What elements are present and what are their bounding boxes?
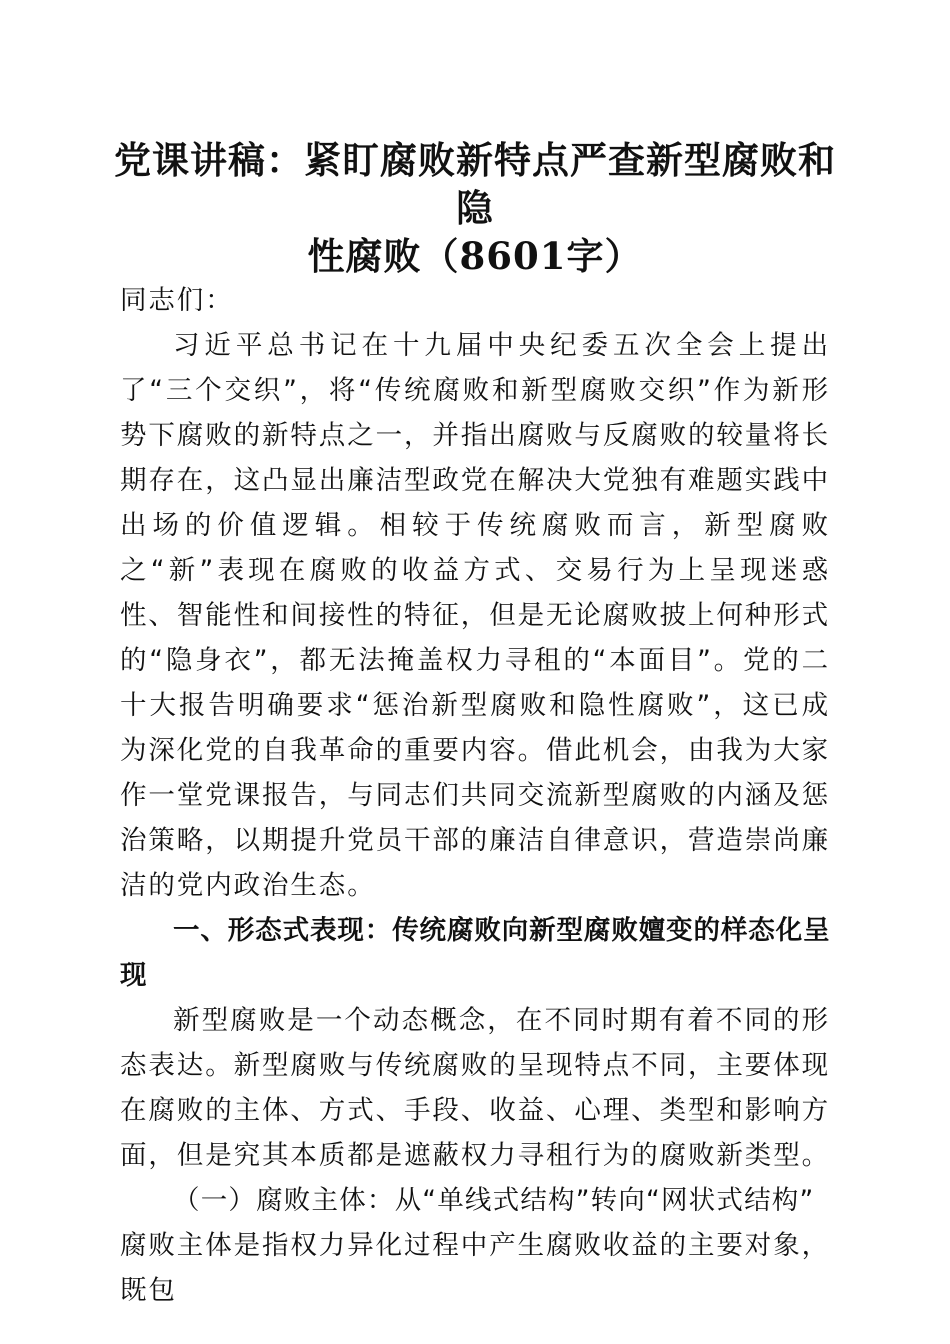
document-title-line-2: 性腐败（8601字） (307, 234, 643, 278)
document-title-line-1: 党课讲稿：紧盯腐败新特点严查新型腐败和隐 (114, 138, 836, 230)
subsection-1-paragraph: 腐败主体是指权力异化过程中产生腐败收益的主要对象，既包 (120, 1230, 830, 1306)
salutation: 同志们： (120, 285, 234, 316)
section-1-heading: 一、形态式表现：传统腐败向新型腐败嬗变的样态化呈现 (120, 915, 830, 991)
section-1-paragraph: 新型腐败是一个动态概念，在不同时期有着不同的形态表达。新型腐败与传统腐败的呈现特点不同，主要体现在腐败的主体、方式、手段、收益、心理、类型和影响方面，但是究其本质都是遮蔽权力寻租行为的腐败新类型。 (120, 1005, 830, 1171)
subsection-1-heading: （一）腐败主体：从“单线式结构”转向“网状式结构” (173, 1185, 815, 1216)
document-body (120, 278, 830, 1313)
document-title (110, 136, 840, 280)
intro-paragraph: 习近平总书记在十九届中央纪委五次全会上提出了“三个交织”，将“传统腐败和新型腐败交织”作为新形势下腐败的新特点之一，并指出腐败与反腐败的较量将长期存在，这凸显出廉洁型政党在解决大党独有难题实践中出场的价值逻辑。相较于传统腐败而言，新型腐败之“新”表现在腐败的收益方式、交易行为上呈现迷惑性、智能性和间接性的特征，但是无论腐败披上何种形式的“隐身衣”，都无法掩盖权力寻租的“本面目”。党的二十大报告明确要求“惩治新型腐败和隐性腐败”，这已成为深化党的自我革命的重要内容。借此机会，由我为大家作一堂党课报告，与同志们共同交流新型腐败的内涵及惩治策略，以期提升党员干部的廉洁自律意识，营造崇尚廉洁的党内政治生态。 (120, 330, 830, 901)
